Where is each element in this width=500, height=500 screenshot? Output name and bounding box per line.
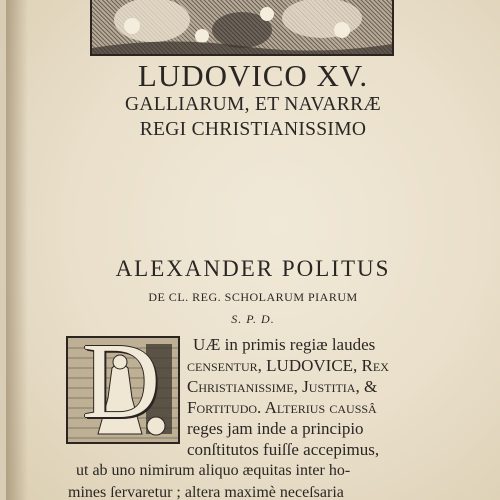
book-page [6, 0, 500, 500]
dedicatee-subtitle-1: GALLIARUM, ET NAVARRÆ [124, 94, 382, 115]
body-line-3: Christianissime, Justitia, & [187, 377, 378, 396]
header-engraving [90, 0, 394, 56]
body-line-6: conſtitutos fuiſſe accepimus, [187, 440, 380, 459]
decorated-initial [66, 336, 180, 444]
body-line-7: ut ab uno nimirum aliquo æquitas inter ho- [76, 462, 351, 479]
engraving-figures [92, 0, 392, 54]
dedicatee-title: LUDOVICO XV. [137, 58, 369, 93]
body-line-8: mines ſervaretur ; altera maximè neceſsaria [68, 484, 344, 500]
initial-letter: D [82, 336, 160, 441]
dedicatee-subtitle-2: REGI CHRISTIANISSIMO [139, 119, 367, 140]
body-line-5: reges jam inde a principio [187, 419, 364, 438]
author-order: DE CL. REG. SCHOLARUM PIARUM [148, 290, 358, 304]
salutation: S. P. D. [231, 312, 275, 326]
body-line-2: cenſentur, LUDOVICE, Rex [187, 356, 389, 375]
author-name: ALEXANDER POLITUS [115, 256, 391, 281]
body-line-1: UÆ in primis regiæ laudes [193, 335, 376, 354]
body-line-4: Fortitudo. Alterius cauſsâ [187, 398, 377, 417]
